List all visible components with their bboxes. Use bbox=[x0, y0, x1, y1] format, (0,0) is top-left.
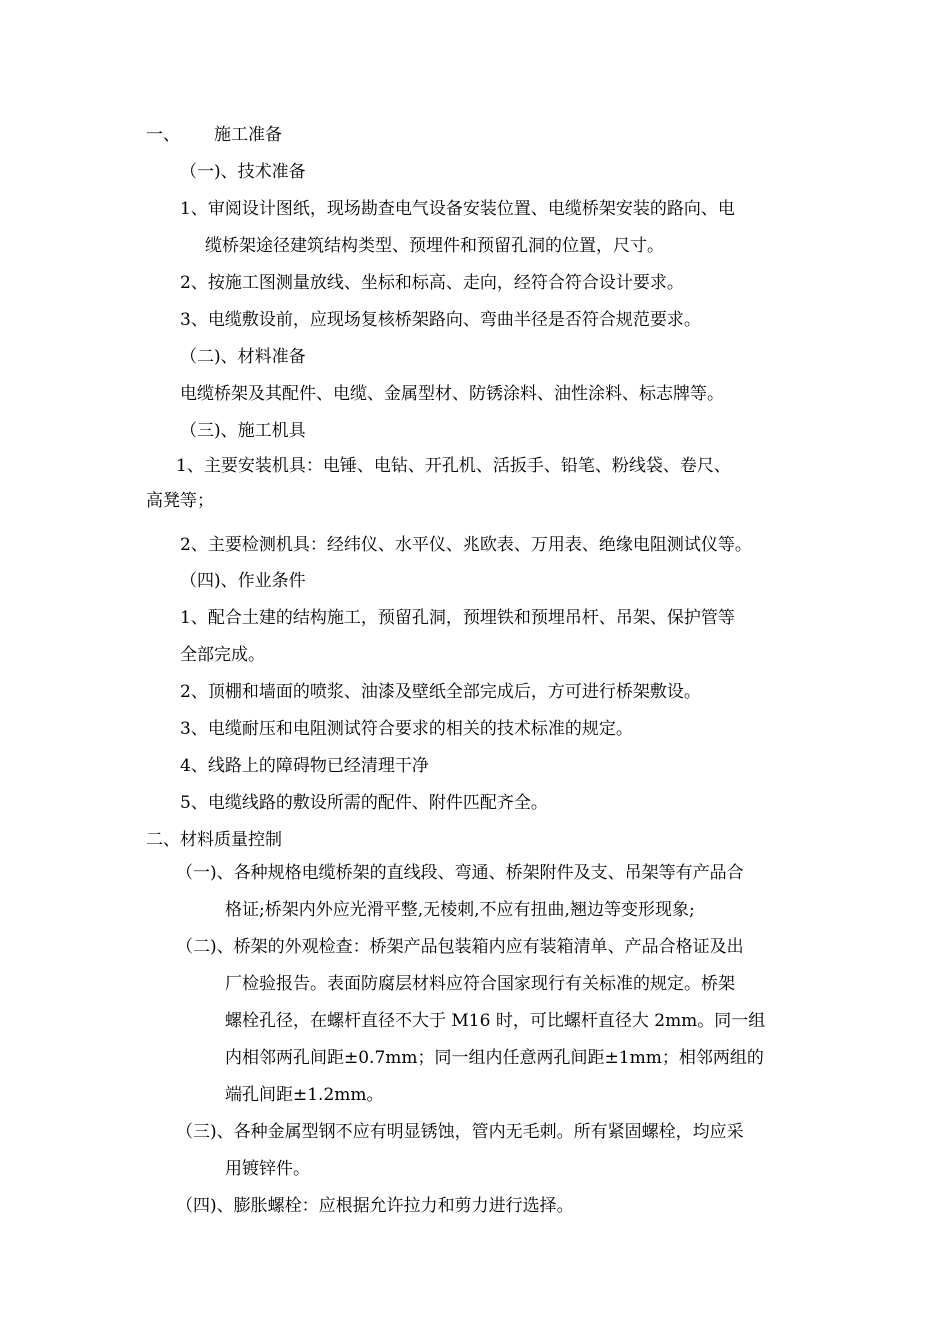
quality-para1-line2: 格证;桥架内外应光滑平整,无棱刺,不应有扭曲,翘边等变形现象; bbox=[225, 900, 695, 920]
quality-para3-line1: （三)、各种金属型钢不应有明显锈蚀，管内无毛刺。所有紧固螺栓，均应采 bbox=[176, 1122, 744, 1142]
quality-para2-line2: 厂检验报告。表面防腐层材料应符合国家现行有关标准的规定。桥架 bbox=[225, 974, 735, 994]
conditions-item1-line2: 全部完成。 bbox=[180, 645, 265, 665]
subsection-material-title: （二)、材料准备 bbox=[180, 347, 306, 367]
quality-para2-line4: 内相邻两孔间距±0.7mm；同一组内任意两孔间距±1mm；相邻两组的 bbox=[225, 1048, 764, 1068]
conditions-item1-line1: 1、配合土建的结构施工，预留孔洞，预埋铁和预埋吊杆、吊架、保护管等 bbox=[180, 608, 735, 628]
section2-title: 二、材料质量控制 bbox=[146, 830, 282, 850]
tools-item2: 2、主要检测机具：经纬仪、水平仪、兆欧表、万用表、绝缘电阻测试仪等。 bbox=[180, 535, 752, 555]
quality-para2-line1: （二)、桥架的外观检查：桥架产品包装箱内应有装箱清单、产品合格证及出 bbox=[176, 937, 744, 957]
conditions-item2: 2、顶棚和墙面的喷浆、油漆及壁纸全部完成后，方可进行桥架敷设。 bbox=[180, 682, 701, 702]
conditions-item4: 4、线路上的障碍物已经清理干净 bbox=[180, 756, 429, 776]
material-text: 电缆桥架及其配件、电缆、金属型材、防锈涂料、油性涂料、标志牌等。 bbox=[180, 384, 724, 404]
section1-title: 施工准备 bbox=[214, 125, 282, 145]
subsection-tools-title: （三)、施工机具 bbox=[180, 421, 306, 441]
tools-item1-line2: 高凳等； bbox=[146, 491, 214, 511]
quality-para2-line3: 螺栓孔径，在螺杆直径不大于 M16 时，可比螺杆直径大 2mm。同一组 bbox=[225, 1011, 766, 1031]
subsection-tech-title: （一)、技术准备 bbox=[180, 162, 306, 182]
tech-item2: 2、按施工图测量放线、坐标和标高、走向，经符合符合设计要求。 bbox=[180, 273, 684, 293]
section1-number: 一、 bbox=[146, 125, 180, 145]
subsection-conditions-title: （四)、作业条件 bbox=[180, 571, 306, 591]
quality-para2-line5: 端孔间距±1.2mm。 bbox=[225, 1085, 384, 1105]
quality-para3-line2: 用镀锌件。 bbox=[225, 1159, 310, 1179]
tech-item3: 3、电缆敷设前，应现场复核桥架路向、弯曲半径是否符合规范要求。 bbox=[180, 310, 701, 330]
quality-para1-line1: （一)、各种规格电缆桥架的直线段、弯通、桥架附件及支、吊架等有产品合 bbox=[176, 863, 744, 883]
conditions-item3: 3、电缆耐压和电阻测试符合要求的相关的技术标准的规定。 bbox=[180, 719, 633, 739]
tech-item1-line2: 缆桥架途径建筑结构类型、预埋件和预留孔洞的位置，尺寸。 bbox=[205, 236, 664, 256]
tools-item1-line1: 1、主要安装机具：电锤、电钻、开孔机、活扳手、铅笔、粉线袋、卷尺、 bbox=[176, 456, 731, 476]
tech-item1-line1: 1、审阅设计图纸，现场勘查电气设备安装位置、电缆桥架安装的路向、电 bbox=[180, 199, 735, 219]
quality-para4: （四)、膨胀螺栓：应根据允许拉力和剪力进行选择。 bbox=[176, 1196, 574, 1216]
conditions-item5: 5、电缆线路的敷设所需的配件、附件匹配齐全。 bbox=[180, 793, 548, 813]
